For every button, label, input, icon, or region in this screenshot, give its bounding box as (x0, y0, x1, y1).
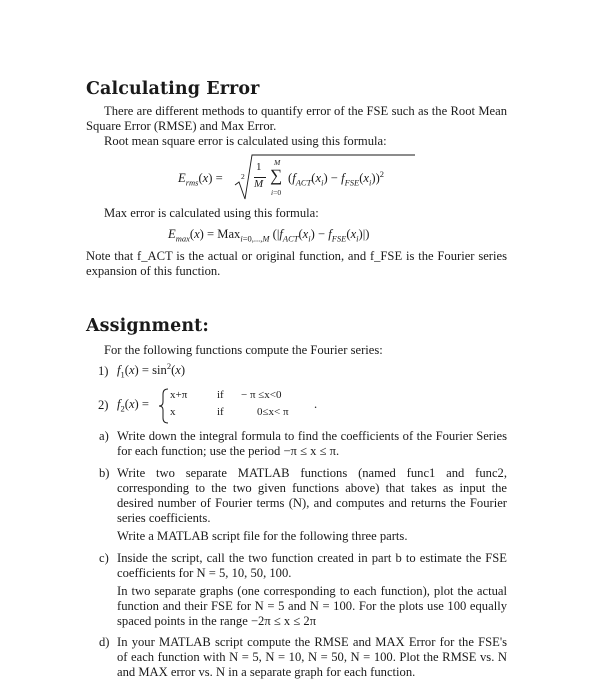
item-b-label: b) (99, 466, 110, 480)
rms-intro: Root mean square error is calculated using this formula: (104, 134, 387, 148)
piece1-expr: x+π (170, 389, 188, 401)
assignment-intro: For the following functions compute the Fourier series: (104, 343, 383, 357)
note-paragraph: Note that f_ACT is the actual or original function, and f_FSE is the Fourier series expansion of this function. (86, 249, 507, 278)
item-a-label: a) (99, 429, 109, 443)
item-b-text: Write two separate MATLAB functions (named func1 and func2, corresponding to the two given functions above) that takes as input the desired number of Fourier terms (N), and computes and returns the Fourier series coefficients. (117, 466, 507, 525)
intro-paragraph: There are different methods to quantify error of the FSE such as the Root Mean Square Error (RMSE) and Max Error. (86, 104, 507, 133)
max-formula: $E_{max}(x) = Max_{i=0,...,M}$ $(|f_{ACT}(x_i) - f_{FSE}(x_i)|)$ (168, 227, 370, 244)
piece2-if: if (217, 406, 224, 418)
section-title-assignment: Assignment: (86, 316, 209, 336)
function-1-label: 1) (98, 364, 109, 378)
section-title-calculating-error: Calculating Error (86, 79, 260, 99)
piecewise-brace (158, 388, 170, 424)
item-d-label: d) (99, 635, 110, 649)
piece1-cond: − π ≤x<0 (241, 389, 282, 401)
function-2-label: 2) (98, 398, 109, 412)
item-a-text: Write down the integral formula to find the coefficients of the Fourier Series for each function; use the period −π ≤ x ≤ π. (117, 429, 507, 458)
item-d-text: In your MATLAB script compute the RMSE and MAX Error for the FSE's of each function with N = 5, N = 10, N = 50, N = 100. Plot the RMSE vs. N and MAX error vs. N in a separate graph for each function. (117, 635, 507, 679)
piece2-cond: 0≤x< π (257, 406, 289, 418)
piece1-if: if (217, 389, 224, 401)
piece2-expr: x (170, 406, 176, 418)
item-b-extra: Write a MATLAB script file for the following three parts. (117, 529, 408, 543)
item-c-label: c) (99, 551, 109, 565)
rms-formula: $E_{rms}(x)$ = 2 1 M M ∑ i=0 $(f_{ACT}(x_i) - f_{FSE}(x_i))^2$ (178, 152, 418, 202)
max-intro: Max error is calculated using this formula: (104, 206, 319, 220)
document-page: Calculating Error There are different methods to quantify error of the FSE such as the Root Mean Square Error (RMSE) and Max Error. Root mean square error is calculated using this formula: $E_{rms}(x)$ = 2 1 M M ∑ i=0 $(f_{ACT}(x_i) - f_{FSE}(x_i))^2$ Max error is calculated using this formula: $E_{max}(x) = Max_{i=0,...,M}$ $(|f_{ACT}(x_i) - f_{FSE}(x_i)|)$ Note that f_ACT is the actual or original function, and f_FSE is the Fourier series expansion of this function. Assignment: For the following functions compute the Fourier series: 1) $f_1(x) = \sin^2(x)$ 2) $f_2(x)$ = x+π if − π ≤x<0 x if 0≤x< π . a) Write down the integral formula to find the coefficients of the Fourier Series for each function; use the period −π ≤ x ≤ π. b) Write two separate MATLAB functions (named func1 and func2, corresponding to the two given functions above) that takes as input the desired number of Fourier terms (N), and computes and returns the Fourier series coefficients. Write a MATLAB script file for the following three parts. c) Inside the script, call the two function created in part b to estimate the FSE coefficients for N = 5, 10, 50, 100. In two separate graphs (one corresponding to each function), plot the actual function and their FSE for N = 5 and N = 100. For the plots use 100 equally spaced points in the range −2π ≤ x ≤ 2π d) In your MATLAB script compute the RMSE and MAX Error for the FSE's of each function with N = 5, N = 10, N = 50, N = 100. Plot the RMSE vs. N and MAX error vs. N in a separate graph for each function. (86, 79, 507, 679)
item-c-text: Inside the script, call the two function created in part b to estimate the FSE coefficients for N = 5, 10, 50, 100. (117, 551, 507, 580)
item-c-extra: In two separate graphs (one corresponding to each function), plot the actual function and their FSE for N = 5 and N = 100. For the plots use 100 equally spaced points in the range −2π ≤ x ≤ 2π (117, 584, 507, 628)
